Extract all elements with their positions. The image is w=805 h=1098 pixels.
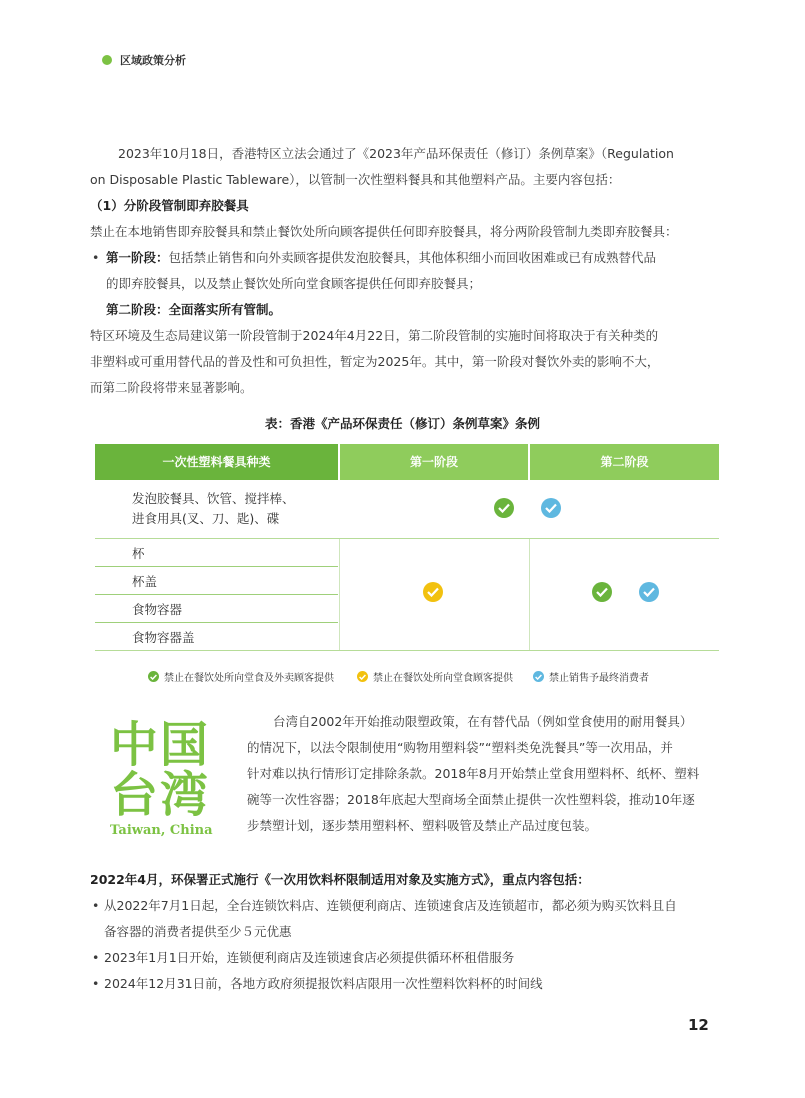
page-number: 12 [688, 1016, 709, 1034]
tw-para-line3: 针对难以执行情形订定排除条款。2018年8月开始禁止堂食用塑料杯、纸杯、塑料 [247, 766, 700, 781]
column-divider [529, 539, 530, 650]
legend-item-green [148, 669, 334, 684]
tw-para-line2: 的情况下，以法令限制使用“购物用塑料袋”“塑料类免洗餐具”等一次用品，并 [247, 740, 673, 755]
table-header-phase1: 第一阶段 [340, 444, 528, 480]
tw-bullet3: 2024年12月31日前，各地方政府须提报饮料店限用一次性塑料饮料杯的时间线 [104, 976, 543, 991]
table-row-food-container-lid: 食物容器盖 [132, 630, 195, 645]
phase1-label: 第一阶段： [106, 250, 169, 265]
row-divider [95, 622, 338, 623]
hk-phase2: 第二阶段：全面落实所有管制。 [106, 302, 282, 317]
row-foam-line2: 进食用具(叉、刀、匙)、碟 [132, 511, 280, 526]
table-row-food-container: 食物容器 [132, 602, 183, 617]
row-divider [95, 566, 338, 567]
hk-timeline-line1: 特区环境及生态局建议第一阶段管制于2024年4月22日，第二阶段管制的实施时间将取决于有关种类的 [90, 328, 659, 343]
legend-label: 禁止在餐饮处所向堂食及外卖顾客提供 [164, 673, 334, 684]
hk-timeline-line2: 非塑料或可重用替代品的普及性和可负担性，暂定为2025年。其中，第一阶段对餐饮外卖的影响不大， [90, 354, 660, 369]
legend-label: 禁止在餐饮处所向堂食顾客提供 [373, 673, 513, 684]
hk-intro-line1: 2023年10月18日，香港特区立法会通过了《2023年产品环保责任（修订）条例草案》（Regulation [118, 146, 674, 161]
hk-timeline-line3: 而第二阶段将带来显著影响。 [90, 380, 253, 395]
tw-bullet1-line1: 从2022年7月1日起，全台连锁饮料店、连锁便利商店、连锁速食店及连锁超市，都必须为购买饮料且自 [104, 898, 677, 913]
table-row-cup: 杯 [132, 546, 145, 561]
check-blue-icon [541, 498, 561, 518]
bullet-dot: • [92, 898, 100, 913]
legend-item-yellow [357, 669, 513, 684]
tw-para-line1: 台湾自2002年开始推动限塑政策，在有替代品（例如堂食使用的耐用餐具） [273, 714, 693, 729]
table-caption: 表：香港《产品环保责任（修订）条例草案》条例 [264, 416, 540, 431]
phase1-text1: 包括禁止销售和向外卖顾客提供发泡胶餐具，其他体积细小而回收困难或已有成熟替代品 [168, 250, 657, 265]
check-green-icon [592, 582, 612, 602]
tw-para-line4: 碗等一次性容器；2018年底起大型商场全面禁止提供一次性塑料袋，推动10年逐 [247, 792, 695, 807]
tw-heading: 2022年4月，环保署正式施行《一次用饮料杯限制适用对象及实施方式》，重点内容包括： [90, 872, 590, 887]
logo-taiwan-en: Taiwan, China [110, 823, 213, 838]
table-header-type: 一次性塑料餐具种类 [95, 444, 338, 480]
table-row-foam [132, 489, 295, 529]
row-foam-line1: 发泡胶餐具、饮管、搅拌棒、 [132, 491, 295, 506]
tw-bullet1-line2: 备容器的消费者提供至少５元优惠 [104, 924, 292, 939]
logo-taiwan: 台湾 [110, 767, 211, 823]
legend-label: 禁止销售予最终消费者 [549, 673, 649, 684]
hk-heading: （1）分阶段管制即弃胶餐具 [90, 198, 249, 213]
column-divider [339, 539, 340, 650]
hk-intro-line2: on Disposable Plastic Tableware），以管制一次性塑料餐具和其他塑料产品。主要内容包括： [90, 172, 621, 187]
tw-bullet2: 2023年1月1日开始，连锁便利商店及连锁速食店必须提供循环杯租借服务 [104, 950, 515, 965]
tw-para-line5: 步禁塑计划，逐步禁用塑料杯、塑料吸管及禁止产品过度包装。 [247, 818, 598, 833]
legend-yellow-check-icon [357, 671, 368, 682]
hk-phase1-line2: 的即弃胶餐具，以及禁止餐饮处所向堂食顾客提供任何即弃胶餐具； [106, 276, 482, 291]
section-header [102, 52, 186, 68]
bullet-dot: • [92, 250, 100, 265]
check-green-icon [494, 498, 514, 518]
bullet-dot: • [92, 976, 100, 991]
check-blue-icon [639, 582, 659, 602]
bullet-dot: • [92, 950, 100, 965]
hk-ban-line: 禁止在本地销售即弃胶餐具和禁止餐饮处所向顾客提供任何即弃胶餐具，将分两阶段管制九类即弃胶餐具： [90, 224, 678, 239]
table-header-phase2: 第二阶段 [530, 444, 719, 480]
table-row-lid: 杯盖 [132, 574, 158, 589]
green-dot-icon [102, 55, 112, 65]
check-yellow-icon [423, 582, 443, 602]
table-bottom-border [95, 650, 719, 651]
hk-phase1-line1 [106, 245, 720, 271]
table-row-divider [95, 538, 719, 539]
section-title: 区域政策分析 [120, 54, 186, 67]
legend-item-blue [533, 669, 649, 684]
legend-blue-check-icon [533, 671, 544, 682]
logo-china: 中国 [110, 717, 211, 773]
row-divider [95, 594, 338, 595]
legend-green-check-icon [148, 671, 159, 682]
